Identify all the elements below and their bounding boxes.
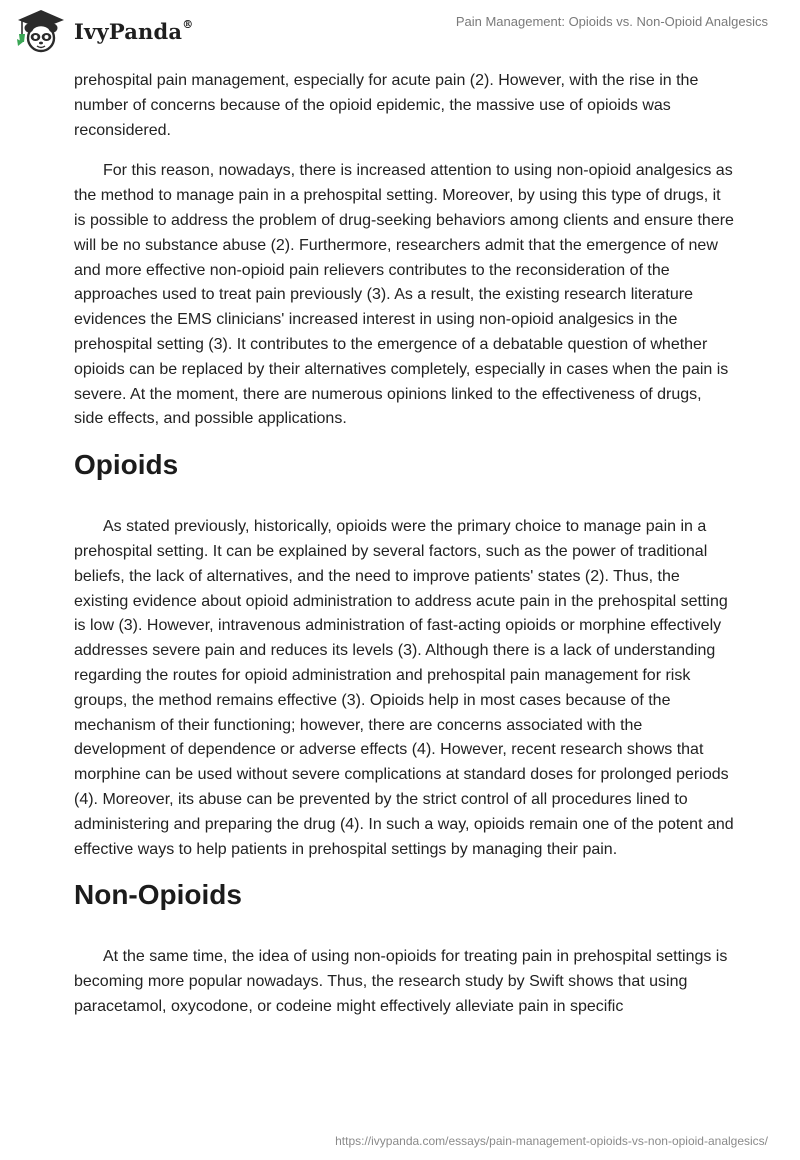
ivypanda-logo[interactable] bbox=[14, 8, 193, 54]
paragraph-opioids: As stated previously, historically, opioids were the primary choice to manage pain in a prehospital setting. It can be explained by several factors, such as the power of traditional beliefs, the lack of alternatives, and the need to improve patients' states (2). Thus, the existing evidence about opioid administration to address acute pain in the prehospital setting is low (3). However, intravenous administration of fast-acting opioids or morphine effectively addresses severe pain and reduces its levels (3). Although there is a lack of understanding regarding the routes for opioid administration and prehospital pain management for risk groups, the method remains effective (3). Opioids help in most cases because of the mechanism of their functioning; however, there are concerns associated with the development of dependence or adverse effects (4). However, recent research shows that morphine can be used without severe complications at standard doses for prolonged periods (4). Moreover, its abuse can be prevented by the strict control of all procedures lined to administering and preparing the drug (4). In such a way, opioids remain one of the potent and effective ways to help patients in prehospital settings by managing their pain. bbox=[74, 518, 734, 858]
page-header bbox=[0, 0, 800, 70]
paragraph-intro-continuation: prehospital pain management, especially for acute pain (2). However, with the rise in the number of concerns because of the opioid epidemic, the massive use of opioids was reconsidered. bbox=[74, 72, 699, 139]
panda-logo-icon bbox=[14, 8, 68, 54]
document-title: Pain Management: Opioids vs. Non-Opioid Analgesics bbox=[455, 14, 768, 29]
paragraph-non-opioid-attention: For this reason, nowadays, there is increased attention to using non-opioid analgesics as the method to manage pain in a prehospital setting. Moreover, by using this type of drugs, it is possible to address the problem of drug-seeking behaviors among clients and ensure there will be no substance abuse (2). Furthermore, researchers admit that the emergence of new and more effective non-opioid pain relievers contributes to the reconsideration of the approaches used to treat pain previously (3). As a result, the existing research literature evidences the EMS clinicians' increased interest in using non-opioid analgesics in the prehospital setting (3). It contributes to the emergence of a debatable question of whether opioids can be replaced by their alternatives completely, especially in cases when the pain is severe. At the moment, there are numerous opinions linked to the effectiveness of drugs, side effects, and possible applications. bbox=[74, 162, 734, 428]
heading-non-opioids: Non-Opioids bbox=[74, 879, 242, 911]
article-body bbox=[74, 69, 734, 1036]
source-url-link[interactable]: https://ivypanda.com/essays/pain-management-opioids-vs-non-opioid-analgesics/ bbox=[335, 1134, 768, 1148]
registered-mark: ® bbox=[182, 17, 194, 31]
paragraph-non-opioids: At the same time, the idea of using non-opioids for treating pain in prehospital settings is becoming more popular nowadays. Thus, the research study by Swift shows that using paracetamol, oxycodone, or codeine might effectively alleviate pain in specific bbox=[74, 948, 728, 1015]
brand-name: IvyPanda® bbox=[74, 17, 194, 44]
heading-opioids: Opioids bbox=[74, 449, 179, 481]
